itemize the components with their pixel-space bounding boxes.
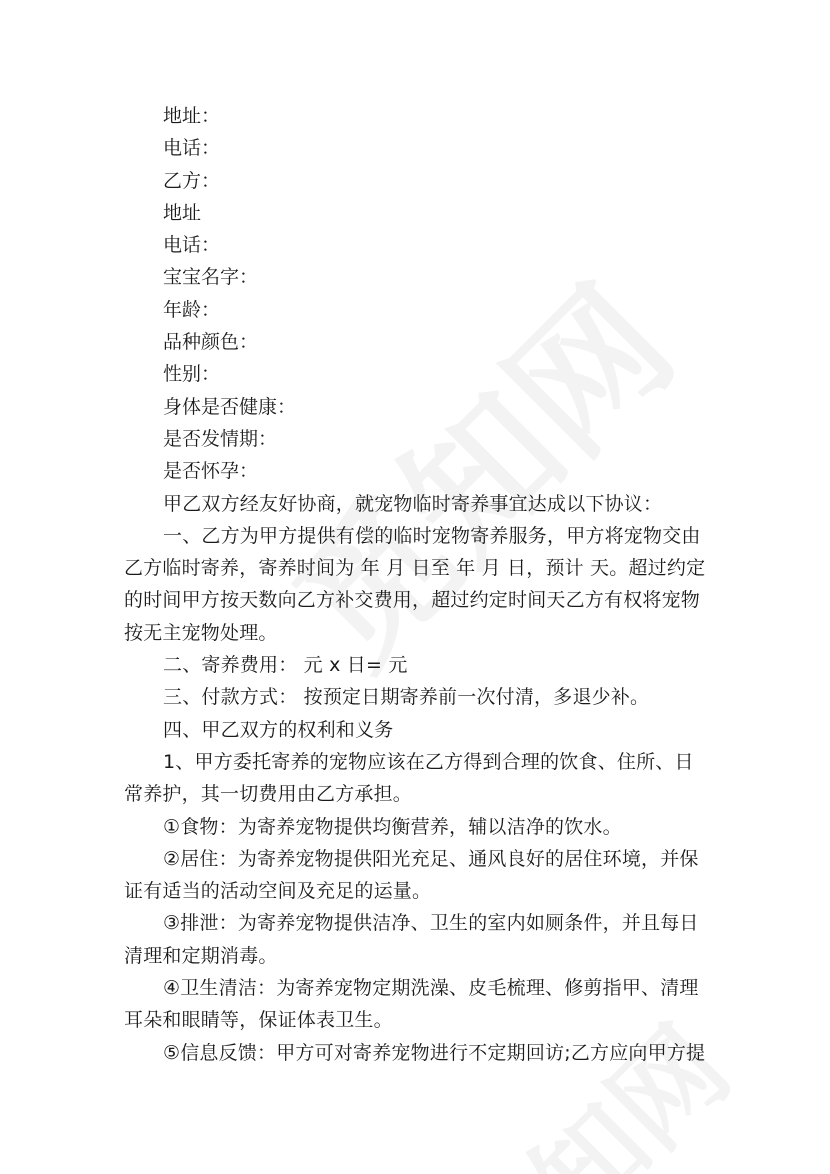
paragraph-clause-1: 一、乙方为甲方提供有偿的临时宠物寄养服务，甲方将宠物交由乙方临时寄养，寄养时间为 年 月 日至 年 月 日，预计 天。超过约定的时间甲方按天数向乙方补交费用，超过约定时间天乙方有权将宠物按无主宠物处理。	[124, 524, 706, 644]
field-breed-color: 品种颜色：	[163, 331, 259, 354]
field-age: 年龄：	[163, 298, 221, 321]
paragraph-hygiene: ④卫生清洁：为寄养宠物定期洗澡、皮毛梳理、修剪指甲、清理耳朵和眼睛等，保证体表卫生。	[124, 977, 699, 1032]
field-address-b: 地址	[163, 201, 202, 224]
field-phone-b: 电话：	[163, 234, 221, 257]
paragraph-clause-4-rights: 四、甲乙双方的权利和义务	[163, 718, 394, 741]
paragraph-food: ①食物：为寄养宠物提供均衡营养，辅以洁净的饮水。	[163, 815, 622, 838]
field-in-heat: 是否发情期：	[163, 427, 278, 450]
paragraph-excretion: ③排泄：为寄养宠物提供洁净、卫生的室内如厕条件，并且每日清理和定期消毒。	[124, 912, 699, 967]
field-party-b: 乙方：	[163, 169, 221, 192]
paragraph-clause-3-payment: 三、付款方式： 按预定日期寄养前一次付清，多退少补。	[163, 686, 650, 709]
paragraph-clause-2-fee: 二、寄养费用： 元 x 日= 元	[163, 654, 408, 677]
paragraph-item-1: 1、甲方委托寄养的宠物应该在乙方得到合理的饮食、住所、日常养护，其一切费用由乙方承担。	[124, 750, 694, 806]
field-pet-name: 宝宝名字：	[163, 266, 259, 289]
field-healthy: 身体是否健康：	[163, 395, 297, 418]
field-address-a: 地址：	[163, 105, 221, 127]
document-body	[124, 100, 710, 1069]
paragraph-agreement-intro: 甲乙双方经友好协商，就宠物临时寄养事宜达成以下协议：	[163, 492, 663, 515]
paragraph-feedback: ⑤信息反馈：甲方可对寄养宠物进行不定期回访;乙方应向甲方提	[163, 1041, 706, 1064]
field-phone-a: 电话：	[163, 137, 221, 160]
field-pregnant: 是否怀孕：	[163, 460, 259, 483]
paragraph-housing: ②居住：为寄养宠物提供阳光充足、通风良好的居住环境，并保证有适当的活动空间及充足的运量。	[124, 847, 699, 903]
field-gender: 性别：	[163, 363, 221, 386]
